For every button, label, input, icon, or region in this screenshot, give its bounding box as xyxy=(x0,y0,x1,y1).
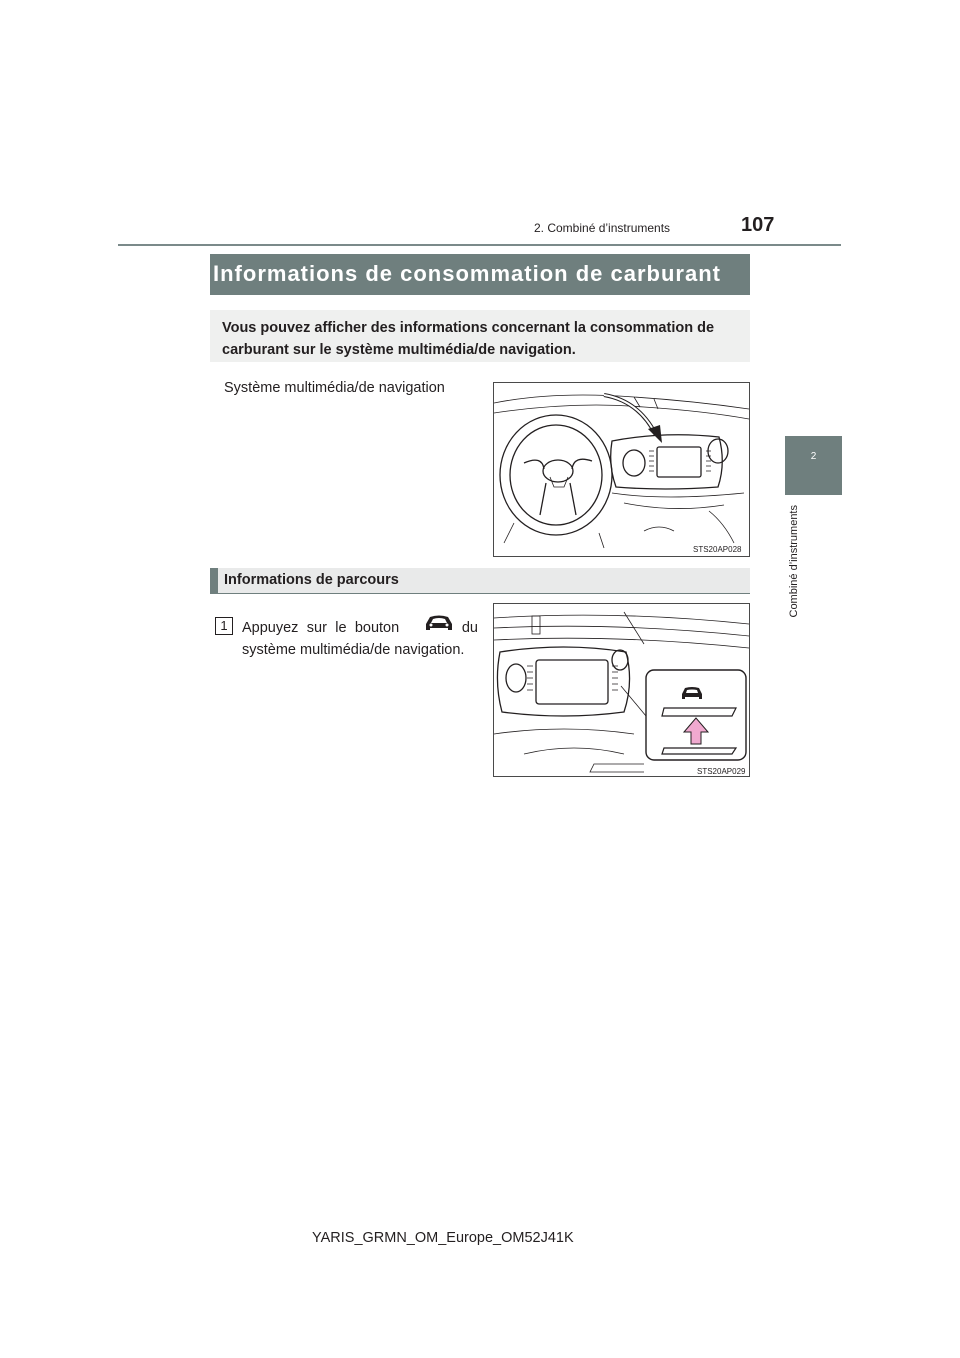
figure1-dashboard-illustration xyxy=(493,382,750,557)
step-word: Appuyez xyxy=(242,620,299,636)
page-title: Informations de consommation de carburant xyxy=(213,261,721,286)
step-word: le xyxy=(335,620,347,636)
figure2-button-illustration xyxy=(493,603,750,777)
step-word: bouton xyxy=(354,620,400,636)
step-word: du xyxy=(461,620,478,636)
subsection-bar-accent xyxy=(210,568,218,593)
chapter-tab-number: 2 xyxy=(810,451,817,462)
intro-text: Vous pouvez afficher des informations concernant la consommation de carburant sur le système multimédia/de navigation. xyxy=(222,320,715,358)
chapter-side-label xyxy=(788,505,808,635)
header-section-title: 2. Combiné d’instruments xyxy=(534,221,671,235)
figure2-code: STS20AP029 xyxy=(697,767,746,776)
step-word: sur xyxy=(306,620,327,636)
chapter-side-label-text: Combiné d’instruments xyxy=(788,505,800,618)
figure1-caption: Système multimédia/de navigation xyxy=(224,380,445,396)
footer-document-code: YARIS_GRMN_OM_Europe_OM52J41K xyxy=(312,1230,574,1246)
page-number: 107 xyxy=(741,214,775,236)
car-button-icon xyxy=(421,614,457,634)
chapter-tab xyxy=(785,436,842,495)
step-text-line2: système multimédia/de navigation. xyxy=(242,642,465,658)
subsection-bar-underline xyxy=(210,593,750,594)
header-rule xyxy=(118,244,841,246)
subsection-title: Informations de parcours xyxy=(224,572,399,588)
figure1-code: STS20AP028 xyxy=(693,545,742,554)
step-number-box: 1 xyxy=(215,617,233,635)
